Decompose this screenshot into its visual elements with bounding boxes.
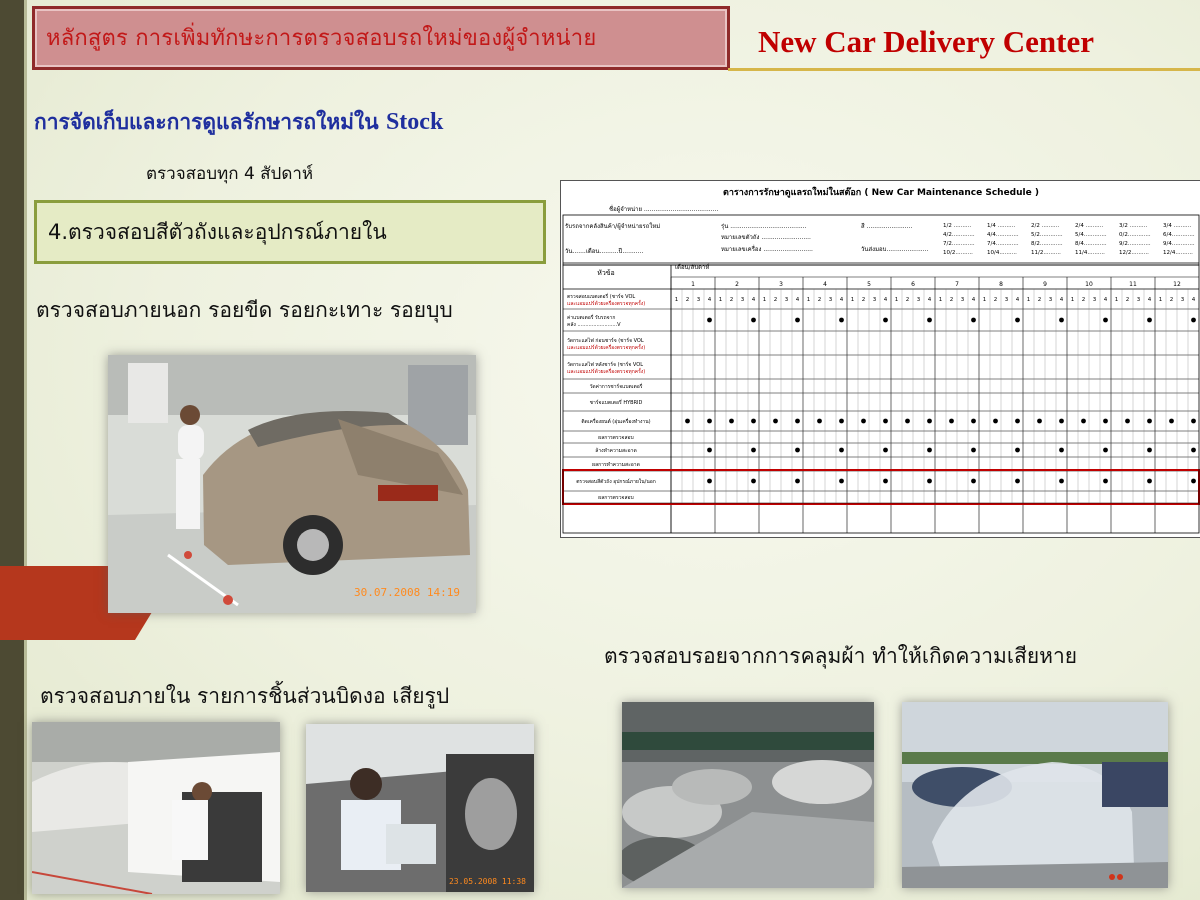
schedule-row-sublabel: และแอมแปร์ด้วยเครื่องตรวจทุกครั้ง)	[567, 345, 646, 351]
schedule-week-number: 3	[740, 297, 745, 303]
section-title-thai: การจัดเก็บและการดูแลรักษารถใหม่ใน	[34, 110, 386, 134]
schedule-check-mark	[883, 318, 888, 323]
schedule-week-number: 2	[773, 297, 778, 303]
schedule-check-mark	[927, 318, 932, 323]
schedule-date-cell: 2/2 ..........	[1031, 223, 1060, 229]
schedule-check-mark	[1103, 318, 1108, 323]
schedule-check-mark	[883, 448, 888, 453]
schedule-dealer-label: ชื่อผู้จำหน่าย .......................................	[609, 206, 719, 213]
schedule-row-label: ตรวจสอบสีตัวถัง อุปกรณ์ภายใน/นอก	[576, 479, 656, 485]
schedule-check-mark	[971, 419, 976, 424]
schedule-week-number: 2	[905, 297, 910, 303]
schedule-check-mark	[1191, 479, 1196, 484]
schedule-date-cell: 12/2..........	[1119, 250, 1149, 256]
schedule-row-label: วัดค่าการชาร์จแบตเตอรี่	[589, 384, 643, 390]
schedule-week-number: 4	[1147, 297, 1152, 303]
schedule-check-mark	[905, 419, 910, 424]
inspection-frequency: ตรวจสอบทุก 4 สัปดาห์	[146, 164, 314, 184]
schedule-check-mark	[751, 419, 756, 424]
schedule-week-number: 3	[1136, 297, 1141, 303]
schedule-row-sublabel: และแอมแปร์ด้วยเครื่องตรวจทุกครั้ง)	[567, 301, 646, 307]
schedule-check-mark	[1147, 419, 1152, 424]
schedule-check-mark	[1125, 419, 1130, 424]
schedule-check-mark	[839, 448, 844, 453]
schedule-check-mark	[839, 318, 844, 323]
schedule-title: ตารางการรักษาดูแลรถใหม่ในสต๊อก ( New Car Maintenance Schedule )	[723, 188, 1039, 198]
schedule-month-label: 5	[867, 281, 871, 288]
schedule-week-number: 2	[1125, 297, 1130, 303]
schedule-row-label: ผลการตรวจสอบ	[598, 495, 634, 501]
schedule-check-mark	[1191, 419, 1196, 424]
schedule-engine-label: หมายเลขเครื่อง ..........................	[721, 246, 813, 253]
schedule-check-mark	[1103, 419, 1108, 424]
schedule-week-number: 4	[1059, 297, 1064, 303]
schedule-date-cell: 3/4 ..........	[1163, 223, 1192, 229]
schedule-week-number: 1	[806, 297, 811, 303]
schedule-check-mark	[839, 479, 844, 484]
schedule-week-number: 3	[872, 297, 877, 303]
schedule-month-label: 11	[1129, 281, 1137, 288]
schedule-week-number: 2	[1081, 297, 1086, 303]
schedule-check-mark	[1059, 479, 1064, 484]
schedule-week-number: 3	[1092, 297, 1097, 303]
schedule-date-cell: 10/4..........	[987, 250, 1017, 256]
schedule-week-number: 4	[1191, 297, 1196, 303]
schedule-check-mark	[1147, 448, 1152, 453]
schedule-delivery-label: วันส่งมอบ......................	[861, 246, 929, 253]
schedule-week-number: 3	[960, 297, 965, 303]
schedule-row-sublabel: คลัง .........................V	[567, 322, 621, 328]
schedule-row-label: ผลการทำความสะอาด	[592, 462, 640, 468]
schedule-check-mark	[1059, 419, 1064, 424]
covered-cars-image-2	[902, 702, 1168, 888]
schedule-week-number: 1	[1026, 297, 1031, 303]
schedule-check-mark	[927, 448, 932, 453]
schedule-date-cell: 7/4.............	[987, 241, 1019, 247]
exterior-inspection-image	[108, 355, 476, 613]
course-title: หลักสูตร การเพิ่มทักษะการตรวจสอบรถใหม่ของผู้จำหน่าย	[46, 26, 597, 51]
schedule-check-mark	[707, 479, 712, 484]
schedule-highlight-box	[563, 470, 1199, 504]
schedule-week-number: 4	[927, 297, 932, 303]
schedule-week-number: 3	[828, 297, 833, 303]
schedule-check-mark	[993, 419, 998, 424]
schedule-date-cell: 8/2.............	[1031, 241, 1063, 247]
schedule-grid	[561, 181, 1200, 537]
photo-timestamp: 30.07.2008 14:19	[354, 586, 460, 599]
schedule-week-number: 4	[971, 297, 976, 303]
photo-timestamp-2: 23.05.2008 11:38	[448, 877, 526, 886]
schedule-check-mark	[685, 419, 690, 424]
schedule-date-cell: 11/4..........	[1075, 250, 1105, 256]
schedule-week-number: 3	[1180, 297, 1185, 303]
schedule-row-label: ชาร์จแบตเตอรี่ HYBRID	[589, 400, 643, 406]
schedule-month-label: 3	[779, 281, 783, 288]
schedule-check-mark	[751, 318, 756, 323]
schedule-check-mark	[1015, 419, 1020, 424]
schedule-check-mark	[839, 419, 844, 424]
schedule-check-mark	[1081, 419, 1086, 424]
schedule-row-label: ค่าแบตเตอรี่ รับรถจาก	[567, 315, 616, 321]
schedule-row-label: วัดกระแสไฟ ก่อนชาร์จ (ชาร์จ VOL	[567, 338, 644, 344]
schedule-row-label: ตรวจสอบแบตเตอรี่ (ชาร์จ VOL	[567, 294, 636, 300]
schedule-week-number: 4	[1103, 297, 1108, 303]
schedule-check-mark	[751, 448, 756, 453]
schedule-week-number: 1	[850, 297, 855, 303]
schedule-week-number: 4	[839, 297, 844, 303]
schedule-week-number: 1	[718, 297, 723, 303]
schedule-check-mark	[795, 419, 800, 424]
schedule-check-mark	[1103, 479, 1108, 484]
schedule-week-number: 4	[751, 297, 756, 303]
schedule-week-number: 1	[1114, 297, 1119, 303]
covered-cars-image-1	[622, 702, 874, 888]
schedule-date-cell: 4/4.............	[987, 232, 1019, 238]
schedule-check-mark	[1059, 448, 1064, 453]
schedule-check-mark	[1103, 448, 1108, 453]
schedule-month-label: 8	[999, 281, 1003, 288]
schedule-check-mark	[1147, 318, 1152, 323]
schedule-check-mark	[1059, 318, 1064, 323]
schedule-week-number: 2	[993, 297, 998, 303]
schedule-check-mark	[1015, 479, 1020, 484]
schedule-received-label: รับรถจากคลังสินค้า/ผู้จำหน่ายรถใหม่	[565, 223, 661, 230]
schedule-week-number: 4	[1015, 297, 1020, 303]
schedule-week-number: 2	[949, 297, 954, 303]
schedule-chassis-label: หมายเลขตัวถัง ..........................	[721, 234, 811, 241]
schedule-week-number: 4	[883, 297, 888, 303]
schedule-row-label: ล้างทำความสะอาด	[595, 448, 637, 454]
schedule-color-label: สี ........................	[861, 223, 913, 230]
schedule-check-mark	[795, 318, 800, 323]
schedule-row-label: ติดเครื่องยนต์ (อุ่นเครื่องทำงาน)	[581, 419, 651, 425]
schedule-date-cell: 10/2..........	[943, 250, 973, 256]
interior-inspection-image-1	[32, 722, 280, 894]
schedule-check-mark	[751, 479, 756, 484]
schedule-check-mark	[883, 479, 888, 484]
schedule-check-mark	[1191, 318, 1196, 323]
schedule-check-mark	[883, 419, 888, 424]
schedule-month-label: 6	[911, 281, 915, 288]
schedule-check-mark	[927, 479, 932, 484]
schedule-week-number: 2	[861, 297, 866, 303]
schedule-date-cell: 11/2..........	[1031, 250, 1061, 256]
schedule-check-mark	[707, 448, 712, 453]
schedule-week-number: 2	[1169, 297, 1174, 303]
schedule-check-mark	[795, 448, 800, 453]
interior-caption: ตรวจสอบภายใน รายการชิ้นส่วนบิดงอ เสียรูป	[40, 684, 450, 708]
schedule-check-mark	[1015, 448, 1020, 453]
schedule-date-cell: 9/2.............	[1119, 241, 1151, 247]
schedule-check-mark	[971, 479, 976, 484]
schedule-week-number: 4	[707, 297, 712, 303]
section-title-latin: Stock	[385, 109, 444, 135]
schedule-week-number: 3	[696, 297, 701, 303]
schedule-month-label: 4	[823, 281, 827, 288]
schedule-week-number: 3	[916, 297, 921, 303]
maintenance-schedule-table	[560, 180, 1200, 538]
schedule-check-mark	[927, 419, 932, 424]
schedule-row-label: วัดกระแสไฟ หลังชาร์จ (ชาร์จ VOL	[567, 362, 643, 368]
brand-title: New Car Delivery Center	[758, 24, 1094, 59]
schedule-week-number: 4	[795, 297, 800, 303]
schedule-date-cell: 8/4.............	[1075, 241, 1107, 247]
schedule-topic-header: หัวข้อ	[597, 269, 615, 277]
schedule-week-number: 1	[938, 297, 943, 303]
schedule-check-mark	[729, 419, 734, 424]
exterior-caption: ตรวจสอบภายนอก รอยขีด รอยกะเทาะ รอยบุบ	[36, 298, 453, 322]
schedule-date-cell: 7/2.............	[943, 241, 975, 247]
schedule-week-number: 2	[817, 297, 822, 303]
schedule-check-mark	[1015, 318, 1020, 323]
interior-inspection-image-2	[306, 724, 534, 892]
schedule-row-label: ผลการตรวจสอบ	[598, 435, 634, 441]
schedule-check-mark	[817, 419, 822, 424]
schedule-check-mark	[861, 419, 866, 424]
schedule-check-mark	[795, 479, 800, 484]
header-divider	[728, 68, 1200, 71]
schedule-month-label: 7	[955, 281, 959, 288]
exterior-inspection-photo	[108, 355, 476, 613]
schedule-week-number: 3	[1004, 297, 1009, 303]
schedule-date-cell: 2/4 ..........	[1075, 223, 1104, 229]
cover-caption: ตรวจสอบรอยจากการคลุมผ้า ทำให้เกิดความเสียหาย	[604, 644, 1078, 668]
schedule-check-mark	[1169, 419, 1174, 424]
schedule-check-mark	[707, 419, 712, 424]
schedule-month-label: 2	[735, 281, 739, 288]
schedule-date-cell: 1/2 ..........	[943, 223, 972, 229]
schedule-check-mark	[1037, 419, 1042, 424]
schedule-date-cell: 1/4 ..........	[987, 223, 1016, 229]
schedule-week-number: 2	[1037, 297, 1042, 303]
left-decor-band	[0, 0, 24, 900]
covered-cars-photo-1	[622, 702, 874, 888]
schedule-week-number: 1	[1070, 297, 1075, 303]
schedule-week-number: 1	[982, 297, 987, 303]
schedule-check-mark	[1147, 479, 1152, 484]
schedule-date-cell: 5/4.............	[1075, 232, 1107, 238]
schedule-grid-border	[563, 265, 1199, 533]
schedule-week-number: 1	[674, 297, 679, 303]
schedule-month-label: 1	[691, 281, 695, 288]
covered-cars-photo-2	[902, 702, 1168, 888]
schedule-date-label: วัน.......เดือน..........ปี...........	[565, 248, 644, 255]
interior-inspection-photo-1	[32, 722, 280, 894]
schedule-week-number: 2	[729, 297, 734, 303]
schedule-date-cell: 9/4.............	[1163, 241, 1195, 247]
schedule-check-mark	[949, 419, 954, 424]
schedule-check-mark	[707, 318, 712, 323]
schedule-week-number: 3	[784, 297, 789, 303]
schedule-check-mark	[971, 318, 976, 323]
interior-inspection-photo-2	[306, 724, 534, 892]
schedule-period-header: เดือน/สัปดาห์	[675, 264, 710, 271]
schedule-month-label: 10	[1085, 281, 1093, 288]
schedule-date-cell: 4/2.............	[943, 232, 975, 238]
schedule-date-cell: 12/4..........	[1163, 250, 1193, 256]
schedule-date-cell: 0/2.............	[1119, 232, 1151, 238]
schedule-check-mark	[971, 448, 976, 453]
schedule-week-number: 1	[894, 297, 899, 303]
schedule-model-label: รุ่น ........................................	[721, 223, 807, 230]
schedule-week-number: 2	[685, 297, 690, 303]
checklist-item-label: 4.ตรวจสอบสีตัวถังและอุปกรณ์ภายใน	[48, 220, 387, 244]
schedule-month-label: 12	[1173, 281, 1181, 288]
schedule-date-cell: 5/2.............	[1031, 232, 1063, 238]
schedule-week-number: 1	[762, 297, 767, 303]
schedule-check-mark	[1191, 448, 1196, 453]
schedule-month-label: 9	[1043, 281, 1047, 288]
schedule-row-sublabel: และแอมแปร์ด้วยเครื่องตรวจทุกครั้ง)	[567, 369, 646, 375]
schedule-date-cell: 6/4.............	[1163, 232, 1195, 238]
schedule-check-mark	[773, 419, 778, 424]
schedule-date-cell: 3/2 ..........	[1119, 223, 1148, 229]
schedule-week-number: 1	[1158, 297, 1163, 303]
schedule-week-number: 3	[1048, 297, 1053, 303]
section-title	[34, 106, 443, 139]
